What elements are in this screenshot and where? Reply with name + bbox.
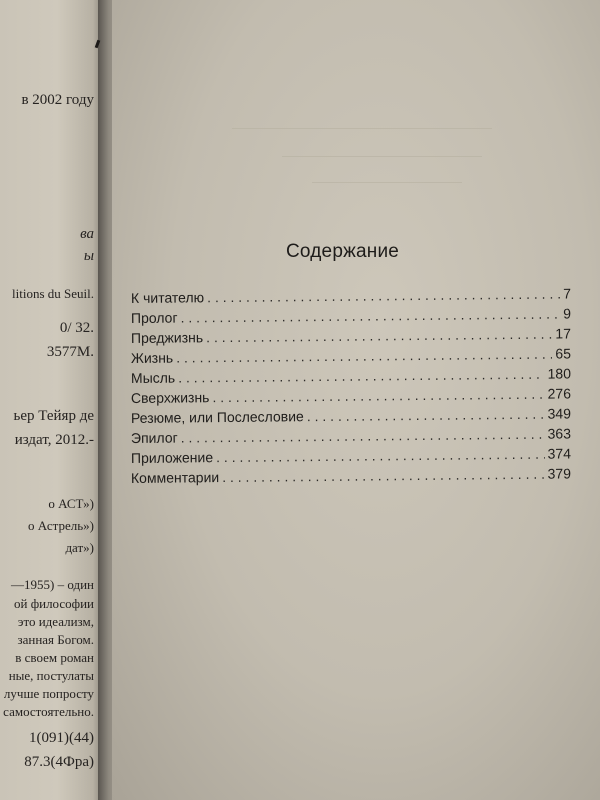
left-line: в 2002 году <box>21 92 94 108</box>
toc-title: Содержание <box>286 241 400 262</box>
left-line: ные, постулаты <box>8 668 94 683</box>
left-line: самостоятельно. <box>3 704 94 719</box>
toc-leader-dots <box>222 466 545 485</box>
toc-entry-page: 363 <box>547 425 572 442</box>
left-line: издат, 2012.- <box>14 432 94 448</box>
toc-leader-dots <box>181 426 545 446</box>
toc-entry-label: Сверхжизнь <box>130 389 210 406</box>
left-line: 3577M. <box>46 344 94 360</box>
toc-entry-label: Преджизнь <box>130 329 204 346</box>
left-line: litions du Seuil. <box>12 286 94 301</box>
left-line: ва <box>80 226 94 242</box>
left-line: ой философии <box>13 596 94 611</box>
left-line: ьер Тейяр де <box>13 408 94 424</box>
show-through-text <box>312 182 462 193</box>
toc-entry-page: 65 <box>555 345 572 362</box>
left-line: 87.3(4Фра) <box>24 754 94 770</box>
left-line: это идеализм, <box>17 614 94 629</box>
left-line: 1(091)(44) <box>29 730 94 746</box>
toc-entry-page: 17 <box>555 325 572 342</box>
left-line: занная Богом. <box>17 632 94 647</box>
toc-leader-dots <box>307 406 545 424</box>
toc-entry-label: Резюме, или Послесловие <box>130 408 304 426</box>
toc-entry-label: К читателю <box>130 289 205 306</box>
left-line: —1955) – один <box>11 577 94 592</box>
toc-entry-label: Приложение <box>130 449 214 466</box>
left-line: ы <box>83 248 94 264</box>
show-through-text <box>282 156 482 167</box>
show-through-text <box>232 128 492 139</box>
toc-leader-dots <box>207 286 560 306</box>
left-line: о АСТ») <box>48 496 94 511</box>
toc-entry-label: Комментарии <box>130 469 220 486</box>
left-line: о Астрель») <box>28 518 94 533</box>
toc-entry-label: Мысль <box>130 369 176 386</box>
toc-leader-dots <box>212 386 544 405</box>
toc-entry-page: 276 <box>547 385 572 402</box>
toc-leader-dots <box>176 346 552 366</box>
toc-entry-label: Пролог <box>130 309 178 326</box>
toc-entry-page: 7 <box>563 285 572 302</box>
toc-leader-dots <box>180 306 560 326</box>
left-line: дат») <box>65 540 94 555</box>
toc-entry-label: Эпилог <box>130 429 178 446</box>
toc-entry-page: 374 <box>547 445 572 462</box>
toc-entry-label: Жизнь <box>130 349 174 366</box>
toc-leader-dots <box>206 326 552 346</box>
left-page <box>0 0 102 800</box>
toc-leader-dots <box>178 366 545 386</box>
toc-entry-page: 349 <box>547 405 572 422</box>
toc-entry-page: 180 <box>547 365 572 382</box>
left-line: 0/ 32. <box>59 320 94 336</box>
toc-entry-page: 9 <box>563 305 572 322</box>
left-line: лучше попросту <box>3 686 94 701</box>
toc-leader-dots <box>216 446 545 465</box>
toc-entry-page: 379 <box>547 465 572 482</box>
left-line: в своем роман <box>15 650 94 665</box>
